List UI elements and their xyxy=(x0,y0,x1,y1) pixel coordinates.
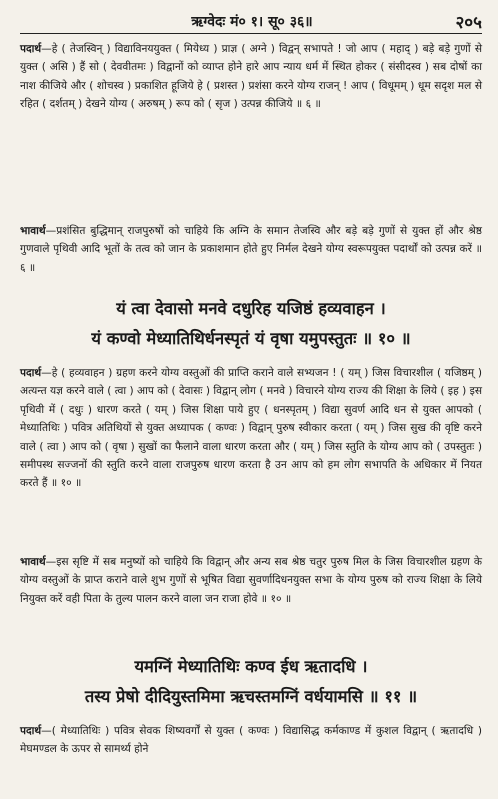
bhavarth-label: भावार्थ xyxy=(20,225,46,237)
page-number: २०५ xyxy=(455,13,482,33)
padarth-label: पदार्थ xyxy=(20,367,42,379)
padarth-paragraph-2 xyxy=(20,364,482,493)
padarth-label: पदार्थ xyxy=(20,43,42,55)
header-rule xyxy=(20,33,482,34)
padarth-paragraph-3 xyxy=(20,722,482,759)
bhavarth-text: —प्रशंसित बुद्धिमान् राजपुरुषों को चाहिये कि अग्नि के समान तेजस्वि और बड़े बड़े गुणों से युक्त हों और श्रेष्ठ गुणवाले पृथिवी आदि भूतों के तत्व को जान के प्रकाशमान होते हुए निर्मल देखने योग्य स्वरूपयुक्त पदार्थों को उत्पन्न करें ॥ ६ ॥ xyxy=(20,225,482,274)
running-header xyxy=(20,10,484,32)
verse-11-line-1: यमग्निं मेध्यातिथिः कण्व ईध ऋतादधि । xyxy=(134,657,368,676)
padarth-paragraph-1 xyxy=(20,40,482,114)
verse-11-line-2: तस्य प्रेषो दीदियुस्तमिमा ऋचस्तमग्निं वर्धयामसि ॥ ११ ॥ xyxy=(84,687,418,706)
bhavarth-paragraph-2 xyxy=(20,553,482,608)
bhavarth-paragraph-1 xyxy=(20,222,482,277)
bhavarth-label: भावार्थ xyxy=(20,556,46,568)
header-title: ऋग्वेदः मं० १। सू० ३६॥ xyxy=(191,13,313,30)
verse-10-line-1: यं त्वा देवासो मनवे दधुरिह यजिष्ठं हव्यवाहन । xyxy=(116,299,386,318)
padarth-text: —हे ( तेजस्विन् ) विद्याविनययुक्त ( मियेध्य ) प्राज्ञ ( अग्ने ) विद्वन् सभापते ! जो आप ( महाद् ) बड़े बड़े गुणों से युक्त ( असि ) हैं सो ( देववीतमः ) विद्वानों को व्याप्त होने हारे आप न्याय धर्म में स्थित होकर ( संसीदस्व ) सब दोषों का नाश कीजिये और ( शोचस्व ) प्रकाशित हूजिये हे ( प्रशस्त ) प्रशंसा करने योग्य राजन् ! आप ( विधूमम् ) धूम सदृश मल से रहित ( दर्शतम् ) देखने योग्य ( अरुषम् ) रूप को ( सृज ) उत्पन्न कीजिये ॥ ६ ॥ xyxy=(20,43,482,111)
padarth-label: पदार्थ xyxy=(20,725,42,737)
bhavarth-text: —इस सृष्टि में सब मनुष्यों को चाहिये कि विद्वान् और अन्य सब श्रेष्ठ चतुर पुरुष मिल के जिस विचारशील ग्रहण के योग्य वस्तुओं के प्राप्त कराने वाले शुभ गुणों से भूषित विद्या सुवर्णादिधनयुक्त सभा के योग्य पुरुष को राज्य शिक्षा के लिये नियुक्त करें वही पिता के तुल्य पालन करने वाला जन राजा होवे ॥ १० ॥ xyxy=(20,556,482,605)
padarth-text: —हे ( हव्यवाहन ) ग्रहण करने योग्य वस्तुओं की प्राप्ति कराने वाले सभ्यजन ! ( यम् ) जिस विचारशील ( यजिष्ठम् ) अत्यन्त यज्ञ करने वाले ( त्वा ) आप को ( देवासः ) विद्वान् लोग ( मनवे ) विचारने योग्य राज्य की शिक्षा के लिये ( इह ) इस पृथिवी में ( दधुः ) धारण करते ( यम् ) जिस शिक्षा पाये हुए ( धनस्पृतम् ) विद्या सुवर्ण आदि धन से युक्त आपको ( मेध्यातिथिः ) पवित्र अतिथियों से युक्त अध्यापक ( कण्वः ) विद्वान् पुरुष स्वीकार करता ( यम् ) जिस सुख की वृष्टि करने वाले ( त्वा ) आप को ( वृषा ) सुखों का फैलाने वाला धारण करता और ( यम् ) जिस स्तुति के योग्य आप को ( उपस्तुतः ) समीपस्थ सज्जनों की स्तुति करने वाला राजपुरुष धारण करता है उन आप को हम लोग सभापति के अधिकार में नियत करते हैं ॥ १० ॥ xyxy=(20,367,482,490)
verse-10-line-2: यं कण्वो मेध्यातिथिर्धनस्पृतं यं वृषा यमुपस्तुतः ॥ १० ॥ xyxy=(91,329,411,348)
padarth-text: —( मेध्यातिथिः ) पवित्र सेवक शिष्यवर्गों से युक्त ( कण्वः ) विद्यासिद्ध कर्मकाण्ड में कुशल विद्वान् ( ऋतादधि ) मेघमण्डल के ऊपर से सामर्थ्य होने xyxy=(20,725,482,756)
